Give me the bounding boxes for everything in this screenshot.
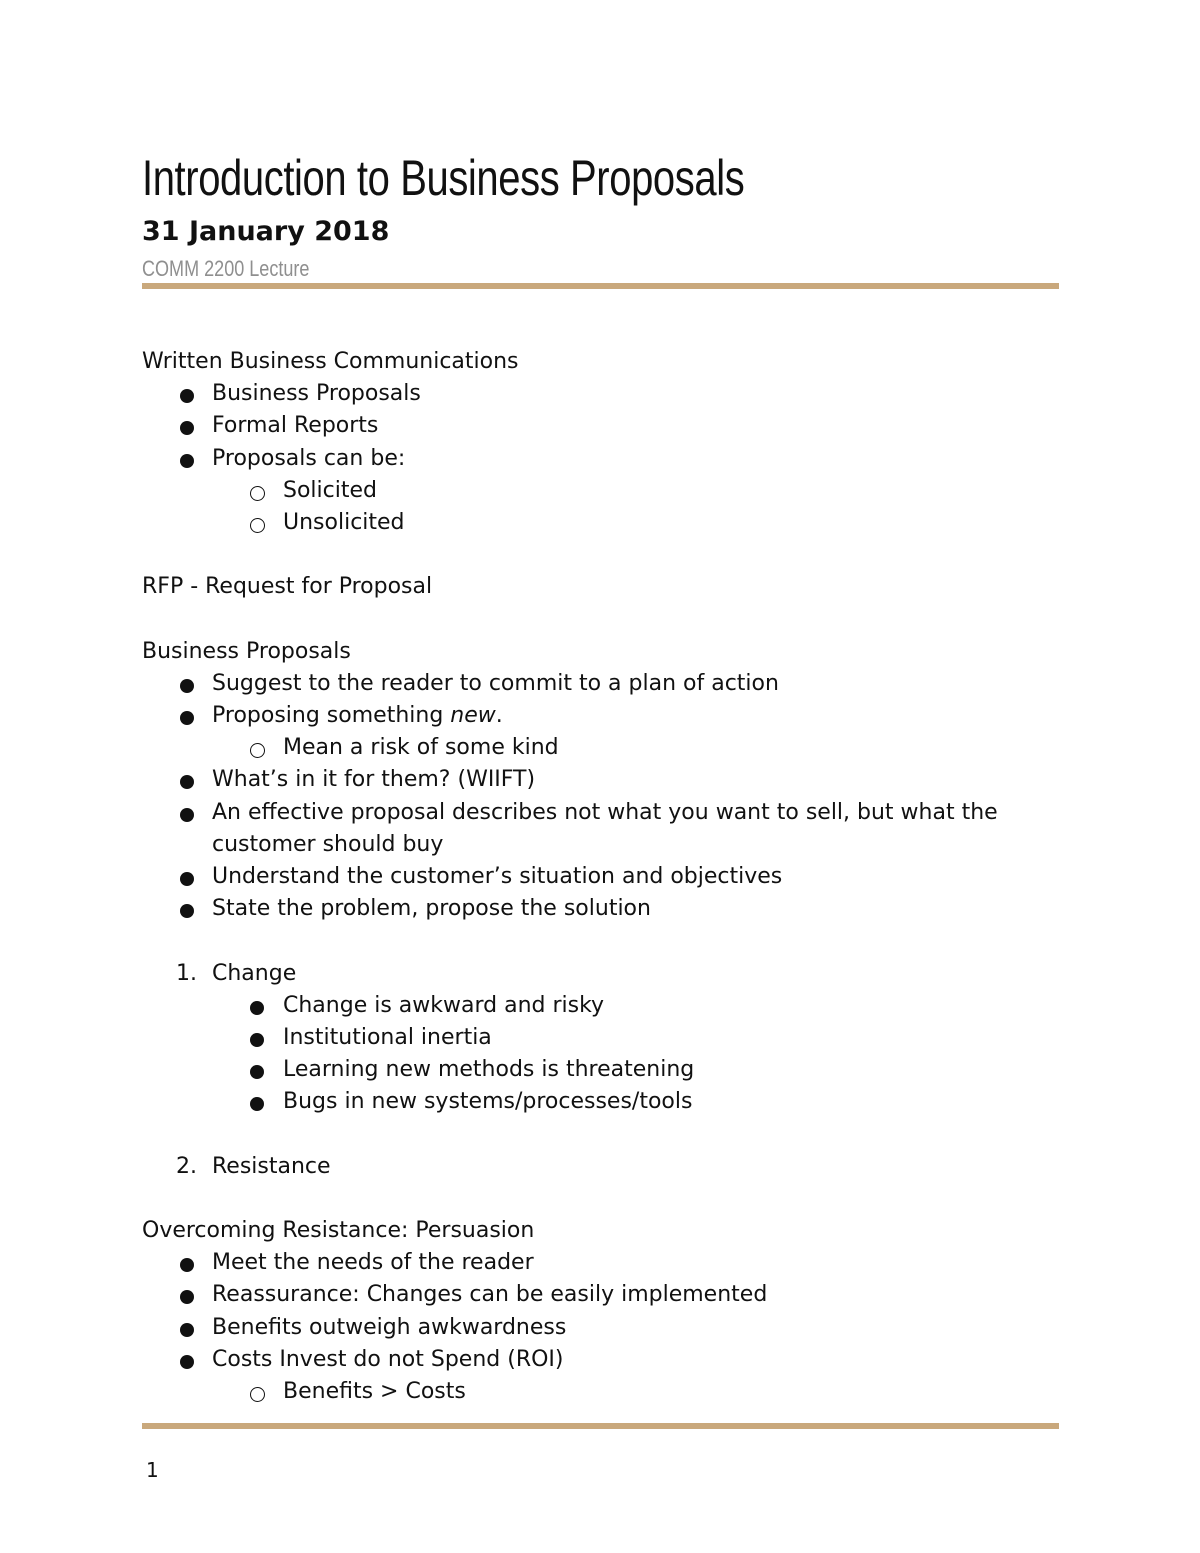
list-item: Meet the needs of the reader <box>142 1247 1062 1279</box>
sub-list-item: Mean a risk of some kind <box>142 732 1062 764</box>
sub-list-item: Solicited <box>142 475 1062 507</box>
footer-divider <box>142 1423 1059 1429</box>
bullet-icon <box>180 1258 194 1272</box>
bullet-icon <box>180 1323 194 1337</box>
bullet-icon <box>180 808 194 822</box>
header-divider <box>142 283 1059 289</box>
bullet-icon <box>180 1355 194 1369</box>
list-item: Proposing something new. <box>142 700 1062 732</box>
section-heading-overcoming: Overcoming Resistance: Persuasion <box>142 1218 535 1244</box>
bullet-icon <box>180 775 194 789</box>
bullet-icon <box>250 1033 264 1047</box>
hollow-bullet-icon <box>250 518 265 533</box>
sub-list-item: Bugs in new systems/processes/tools <box>142 1086 1062 1118</box>
bullet-icon <box>180 904 194 918</box>
list-item: Understand the customer’s situation and objectives <box>142 861 1062 893</box>
section-heading-written: Written Business Communications <box>142 349 519 374</box>
list-item: Benefits outweigh awkwardness <box>142 1312 1062 1344</box>
bullet-icon <box>180 454 194 468</box>
numbered-item: 1. Change <box>142 958 1062 990</box>
hollow-bullet-icon <box>250 486 265 501</box>
numbered-item: 2. Resistance <box>142 1151 1062 1183</box>
list-item: Suggest to the reader to commit to a plan of action <box>142 668 1062 700</box>
sub-list-item: Unsolicited <box>142 507 1062 539</box>
list-item: An effective proposal describes not what you want to sell, but what the <box>142 797 1062 829</box>
list-item: Business Proposals <box>142 378 1062 410</box>
document-body <box>142 346 1062 1408</box>
hollow-bullet-icon <box>250 1387 265 1402</box>
bullet-icon <box>180 389 194 403</box>
document-subtitle: COMM 2200 Lecture <box>142 256 310 281</box>
document-title: Introduction to Business Proposals <box>142 150 745 206</box>
list-number: 2. <box>176 1153 197 1179</box>
bullet-icon <box>250 1001 264 1015</box>
bullet-icon <box>180 872 194 886</box>
list-item: What’s in it for them? (WIIFT) <box>142 764 1062 796</box>
bullet-icon <box>180 679 194 693</box>
sub-list-item: Learning new methods is threatening <box>142 1054 1062 1086</box>
bullet-icon <box>180 1290 194 1304</box>
list-item: Reassurance: Changes can be easily implemented <box>142 1279 1062 1311</box>
list-item: Proposals can be: <box>142 443 1062 475</box>
list-item-continuation: customer should buy <box>212 831 444 857</box>
rfp-definition: RFP - Request for Proposal <box>142 574 433 600</box>
hollow-bullet-icon <box>250 743 265 758</box>
page-number: 1 <box>146 1458 159 1482</box>
list-item: Costs Invest do not Spend (ROI) <box>142 1344 1062 1376</box>
sub-list-item: Change is awkward and risky <box>142 990 1062 1022</box>
document-date: 31 January 2018 <box>142 216 390 247</box>
sub-list-item: Benefits > Costs <box>142 1376 1062 1408</box>
list-item: Formal Reports <box>142 410 1062 442</box>
bullet-icon <box>250 1065 264 1079</box>
list-number: 1. <box>176 960 197 986</box>
bullet-icon <box>180 711 194 725</box>
bullet-icon <box>250 1097 264 1111</box>
section-heading-proposals: Business Proposals <box>142 638 351 664</box>
list-item: State the problem, propose the solution <box>142 893 1062 925</box>
sub-list-item: Institutional inertia <box>142 1022 1062 1054</box>
bullet-icon <box>180 421 194 435</box>
